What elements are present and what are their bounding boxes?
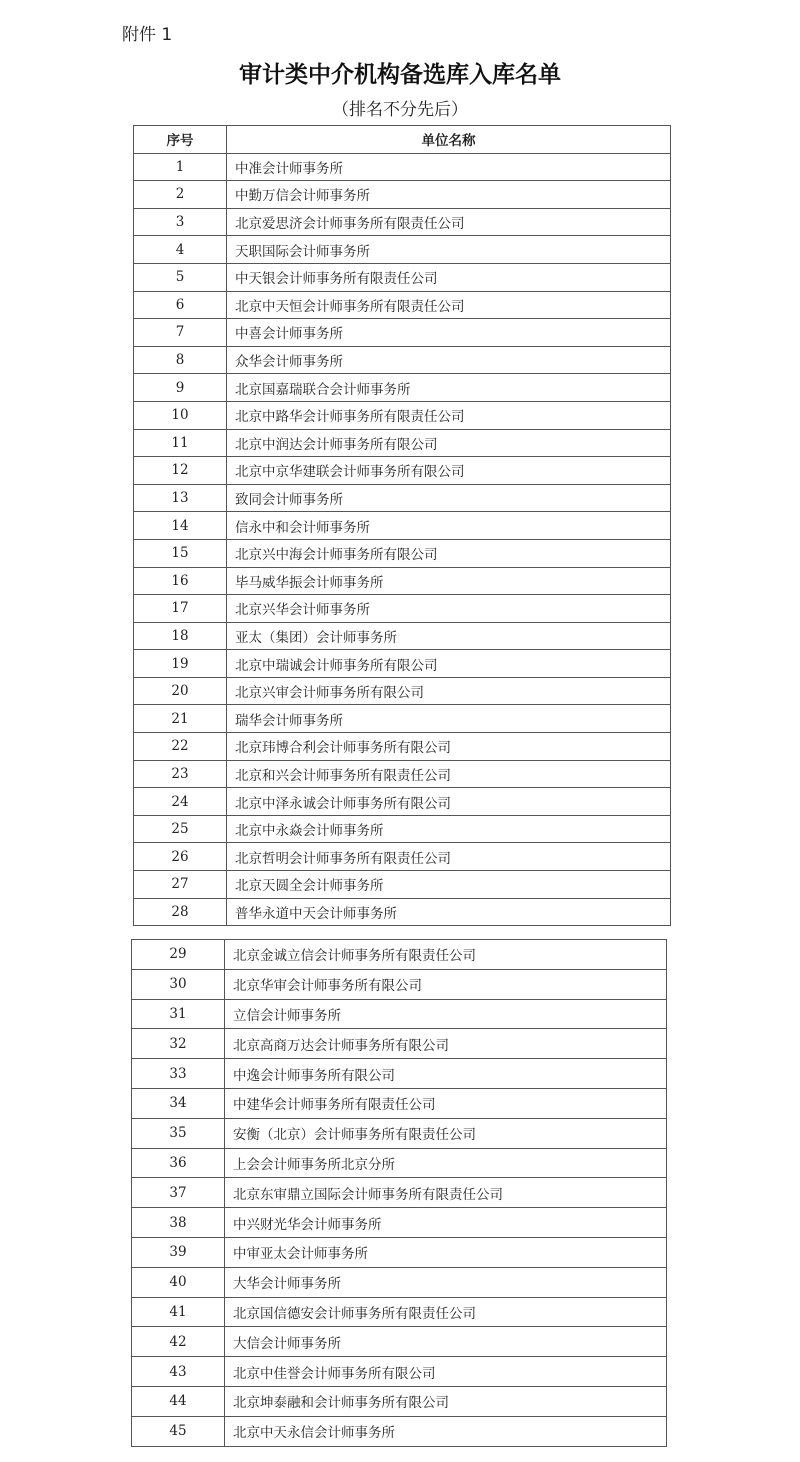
agency-name: 中建华会计师事务所有限责任公司: [225, 1088, 667, 1118]
row-number: 34: [132, 1088, 225, 1118]
agency-name: 中天银会计师事务所有限责任公司: [227, 263, 671, 291]
table-row: [132, 1059, 667, 1089]
row-number: 22: [134, 733, 227, 761]
agency-table-part-1: [133, 125, 671, 926]
agency-name: 北京兴华会计师事务所: [227, 595, 671, 623]
agency-name: 北京中京华建联会计师事务所有限公司: [227, 457, 671, 485]
agency-name: 北京坤泰融和会计师事务所有限公司: [225, 1386, 667, 1416]
agency-name: 北京国嘉瑞联合会计师事务所: [227, 374, 671, 402]
table-row: [134, 788, 671, 816]
table-row: [134, 401, 671, 429]
agency-name: 大华会计师事务所: [225, 1267, 667, 1297]
row-number: 38: [132, 1208, 225, 1238]
agency-name: 北京玮博合利会计师事务所有限公司: [227, 733, 671, 761]
row-number: 4: [134, 236, 227, 264]
row-number: 40: [132, 1267, 225, 1297]
column-header-name: 单位名称: [227, 126, 671, 154]
agency-name: 大信会计师事务所: [225, 1327, 667, 1357]
column-header-number: 序号: [134, 126, 227, 154]
agency-name: 北京爱思济会计师事务所有限责任公司: [227, 208, 671, 236]
table-row: [134, 291, 671, 319]
page-subtitle: （排名不分先后）: [332, 100, 468, 120]
table-row: [134, 512, 671, 540]
agency-name: 安衡（北京）会计师事务所有限责任公司: [225, 1118, 667, 1148]
table-row: [134, 650, 671, 678]
table-row: [134, 622, 671, 650]
row-number: 39: [132, 1237, 225, 1267]
row-number: 15: [134, 539, 227, 567]
table-row: [132, 1178, 667, 1208]
row-number: 36: [132, 1148, 225, 1178]
agency-name: 北京中瑞诚会计师事务所有限公司: [227, 650, 671, 678]
agency-name: 中审亚太会计师事务所: [225, 1237, 667, 1267]
table-row: [132, 1208, 667, 1238]
agency-name: 中逸会计师事务所有限公司: [225, 1059, 667, 1089]
table-row: [134, 677, 671, 705]
row-number: 14: [134, 512, 227, 540]
table-row: [132, 1148, 667, 1178]
row-number: 17: [134, 595, 227, 623]
table-row: [132, 1029, 667, 1059]
table-row: [132, 1267, 667, 1297]
table-row: [134, 539, 671, 567]
row-number: 42: [132, 1327, 225, 1357]
table-row: [134, 815, 671, 843]
row-number: 16: [134, 567, 227, 595]
row-number: 11: [134, 429, 227, 457]
row-number: 9: [134, 374, 227, 402]
agency-name: 瑞华会计师事务所: [227, 705, 671, 733]
row-number: 5: [134, 263, 227, 291]
table-row: [132, 1416, 667, 1446]
table-row: [134, 374, 671, 402]
row-number: 30: [132, 969, 225, 999]
row-number: 13: [134, 484, 227, 512]
agency-name: 北京哲明会计师事务所有限责任公司: [227, 843, 671, 871]
table-row: [134, 181, 671, 209]
table-row: [134, 843, 671, 871]
row-number: 41: [132, 1297, 225, 1327]
agency-name: 北京中路华会计师事务所有限责任公司: [227, 401, 671, 429]
row-number: 25: [134, 815, 227, 843]
table-row: [132, 1297, 667, 1327]
row-number: 10: [134, 401, 227, 429]
table-row: [134, 705, 671, 733]
row-number: 20: [134, 677, 227, 705]
table-row: [132, 999, 667, 1029]
table-row: [134, 319, 671, 347]
agency-name: 北京国信德安会计师事务所有限责任公司: [225, 1297, 667, 1327]
agency-name: 北京金诚立信会计师事务所有限责任公司: [225, 940, 667, 970]
agency-name: 中准会计师事务所: [227, 153, 671, 181]
table-row: [132, 1237, 667, 1267]
row-number: 3: [134, 208, 227, 236]
row-number: 35: [132, 1118, 225, 1148]
table-row: [132, 1357, 667, 1387]
row-number: 6: [134, 291, 227, 319]
agency-name: 北京兴中海会计师事务所有限公司: [227, 539, 671, 567]
table-header-row: [134, 126, 671, 154]
table-row: [134, 208, 671, 236]
table-row: [134, 733, 671, 761]
agency-name: 北京兴审会计师事务所有限公司: [227, 677, 671, 705]
table-row: [132, 940, 667, 970]
table-row: [134, 263, 671, 291]
row-number: 26: [134, 843, 227, 871]
table-row: [134, 567, 671, 595]
row-number: 18: [134, 622, 227, 650]
page-title: 审计类中介机构备选库入库名单: [239, 61, 561, 88]
row-number: 21: [134, 705, 227, 733]
agency-name: 毕马威华振会计师事务所: [227, 567, 671, 595]
table-row: [134, 595, 671, 623]
agency-table-part-2: [131, 939, 667, 1447]
agency-name: 北京天圆全会计师事务所: [227, 871, 671, 899]
agency-name: 致同会计师事务所: [227, 484, 671, 512]
agency-name: 北京东审鼎立国际会计师事务所有限责任公司: [225, 1178, 667, 1208]
row-number: 31: [132, 999, 225, 1029]
row-number: 8: [134, 346, 227, 374]
row-number: 1: [134, 153, 227, 181]
table-row: [132, 1386, 667, 1416]
row-number: 32: [132, 1029, 225, 1059]
row-number: 7: [134, 319, 227, 347]
agency-name: 中兴财光华会计师事务所: [225, 1208, 667, 1238]
row-number: 27: [134, 871, 227, 899]
table-row: [134, 898, 671, 926]
agency-name: 天职国际会计师事务所: [227, 236, 671, 264]
table-row: [134, 484, 671, 512]
table-row: [132, 1327, 667, 1357]
agency-name: 北京中永焱会计师事务所: [227, 815, 671, 843]
table-row: [134, 457, 671, 485]
agency-name: 上会会计师事务所北京分所: [225, 1148, 667, 1178]
agency-name: 立信会计师事务所: [225, 999, 667, 1029]
agency-name: 北京中润达会计师事务所有限公司: [227, 429, 671, 457]
agency-name: 北京高商万达会计师事务所有限公司: [225, 1029, 667, 1059]
agency-name: 中喜会计师事务所: [227, 319, 671, 347]
row-number: 19: [134, 650, 227, 678]
agency-name: 亚太（集团）会计师事务所: [227, 622, 671, 650]
table-row: [132, 1088, 667, 1118]
table-row: [134, 760, 671, 788]
table-row: [134, 429, 671, 457]
agency-name: 信永中和会计师事务所: [227, 512, 671, 540]
table-row: [132, 969, 667, 999]
table-row: [134, 153, 671, 181]
row-number: 43: [132, 1357, 225, 1387]
agency-name: 北京和兴会计师事务所有限责任公司: [227, 760, 671, 788]
row-number: 12: [134, 457, 227, 485]
row-number: 44: [132, 1386, 225, 1416]
row-number: 33: [132, 1059, 225, 1089]
agency-name: 北京中天永信会计师事务所: [225, 1416, 667, 1446]
agency-name: 中勤万信会计师事务所: [227, 181, 671, 209]
row-number: 24: [134, 788, 227, 816]
table-row: [134, 236, 671, 264]
row-number: 2: [134, 181, 227, 209]
agency-name: 众华会计师事务所: [227, 346, 671, 374]
agency-name: 北京中佳誉会计师事务所有限公司: [225, 1357, 667, 1387]
row-number: 23: [134, 760, 227, 788]
agency-name: 普华永道中天会计师事务所: [227, 898, 671, 926]
agency-name: 北京华审会计师事务所有限公司: [225, 969, 667, 999]
row-number: 29: [132, 940, 225, 970]
table-row: [134, 871, 671, 899]
agency-name: 北京中天恒会计师事务所有限责任公司: [227, 291, 671, 319]
attachment-label: 附件 1: [122, 25, 173, 45]
table-row: [132, 1118, 667, 1148]
row-number: 45: [132, 1416, 225, 1446]
agency-name: 北京中泽永诚会计师事务所有限公司: [227, 788, 671, 816]
row-number: 37: [132, 1178, 225, 1208]
table-row: [134, 346, 671, 374]
row-number: 28: [134, 898, 227, 926]
